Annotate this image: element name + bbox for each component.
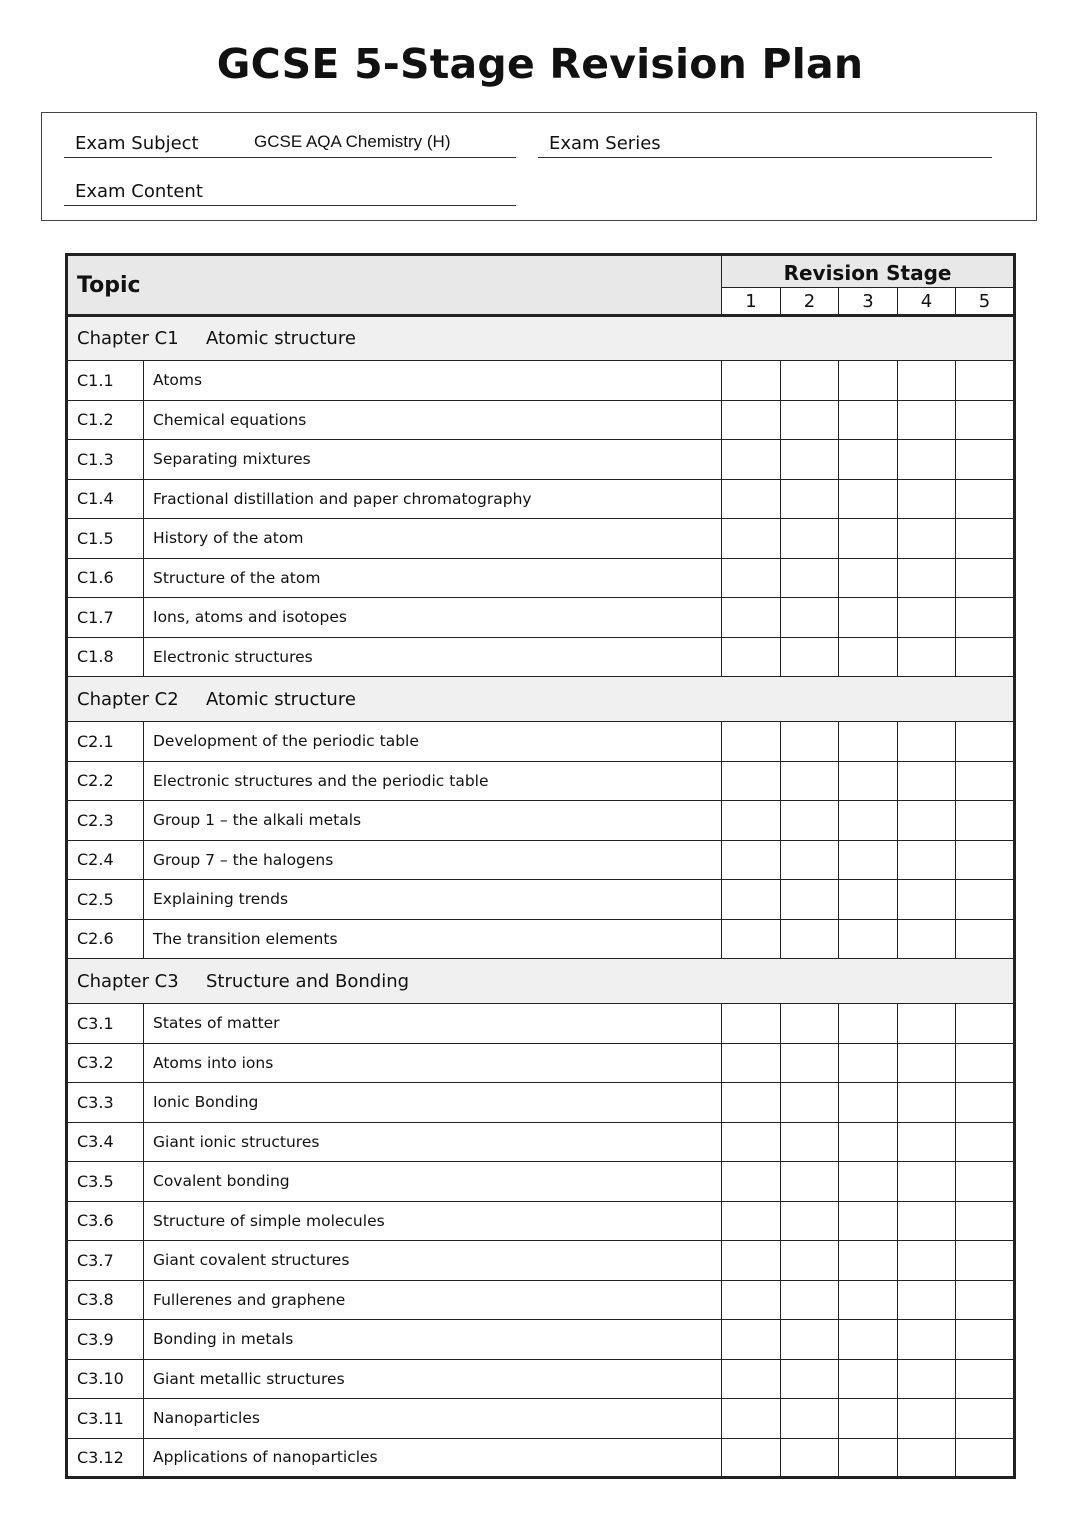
stage-checkbox[interactable] xyxy=(781,761,839,801)
stage-checkbox[interactable] xyxy=(722,1280,781,1320)
table-row xyxy=(67,1083,1015,1123)
table-row xyxy=(67,880,1015,920)
table-row xyxy=(67,1241,1015,1281)
stage-checkbox[interactable] xyxy=(722,1201,781,1241)
topic-name: Covalent bonding xyxy=(144,1162,722,1202)
stage-checkbox[interactable] xyxy=(839,1280,898,1320)
chapter-name: Atomic structure xyxy=(206,688,356,710)
stage-checkbox[interactable] xyxy=(898,361,956,401)
stage-checkbox[interactable] xyxy=(898,919,956,959)
stage-checkbox[interactable] xyxy=(839,840,898,880)
stage-checkbox[interactable] xyxy=(839,1004,898,1044)
stage-checkbox[interactable] xyxy=(781,880,839,920)
chapter-name: Structure and Bonding xyxy=(206,970,410,992)
stage-checkbox[interactable] xyxy=(722,361,781,401)
stage-checkbox[interactable] xyxy=(722,1438,781,1478)
topic-code: C3.4 xyxy=(67,1122,144,1162)
stage-checkbox[interactable] xyxy=(898,722,956,762)
stage-checkbox[interactable] xyxy=(898,519,956,559)
stage-checkbox[interactable] xyxy=(781,1083,839,1123)
stage-checkbox[interactable] xyxy=(956,722,1015,762)
stage-checkbox[interactable] xyxy=(722,1004,781,1044)
stage-checkbox[interactable] xyxy=(722,440,781,480)
chapter-row xyxy=(67,677,1015,722)
topic-code: C3.5 xyxy=(67,1162,144,1202)
stage-checkbox[interactable] xyxy=(956,1399,1015,1439)
stage-checkbox[interactable] xyxy=(839,598,898,638)
stage-checkbox[interactable] xyxy=(722,722,781,762)
stage-checkbox[interactable] xyxy=(781,440,839,480)
stage-checkbox[interactable] xyxy=(839,1320,898,1360)
chapter-heading xyxy=(67,316,1015,361)
topic-name: States of matter xyxy=(144,1004,722,1044)
topic-code: C1.7 xyxy=(67,598,144,638)
topic-code: C1.2 xyxy=(67,400,144,440)
topic-name: The transition elements xyxy=(144,919,722,959)
stage-checkbox[interactable] xyxy=(898,1083,956,1123)
topic-name: Fullerenes and graphene xyxy=(144,1280,722,1320)
chapter-row xyxy=(67,959,1015,1004)
table-row xyxy=(67,558,1015,598)
topic-header: Topic xyxy=(67,255,722,316)
stage-checkbox[interactable] xyxy=(956,1201,1015,1241)
stage-checkbox[interactable] xyxy=(839,400,898,440)
table-row xyxy=(67,1122,1015,1162)
table-row xyxy=(67,400,1015,440)
table-row xyxy=(67,761,1015,801)
stage-checkbox[interactable] xyxy=(722,558,781,598)
exam-content-field[interactable] xyxy=(64,178,516,206)
stage-checkbox[interactable] xyxy=(956,519,1015,559)
stage-checkbox[interactable] xyxy=(781,722,839,762)
stage-checkbox[interactable] xyxy=(781,558,839,598)
stage-checkbox[interactable] xyxy=(898,840,956,880)
stage-checkbox[interactable] xyxy=(781,1162,839,1202)
stage-checkbox[interactable] xyxy=(956,558,1015,598)
stage-checkbox[interactable] xyxy=(781,1359,839,1399)
topic-code: C3.7 xyxy=(67,1241,144,1281)
topic-code: C1.3 xyxy=(67,440,144,480)
topic-code: C2.5 xyxy=(67,880,144,920)
topic-code: C1.1 xyxy=(67,361,144,401)
stage-checkbox[interactable] xyxy=(898,1162,956,1202)
stage-checkbox[interactable] xyxy=(722,919,781,959)
stage-checkbox[interactable] xyxy=(839,479,898,519)
stage-checkbox[interactable] xyxy=(898,400,956,440)
stage-checkbox[interactable] xyxy=(781,1320,839,1360)
exam-subject-field[interactable] xyxy=(64,130,516,158)
stage-checkbox[interactable] xyxy=(839,558,898,598)
stage-checkbox[interactable] xyxy=(722,519,781,559)
topic-name: Ions, atoms and isotopes xyxy=(144,598,722,638)
stage-checkbox[interactable] xyxy=(781,361,839,401)
table-row xyxy=(67,519,1015,559)
table-row xyxy=(67,440,1015,480)
stage-checkbox[interactable] xyxy=(956,598,1015,638)
topic-code: C2.1 xyxy=(67,722,144,762)
stage-checkbox[interactable] xyxy=(956,1083,1015,1123)
stage-checkbox[interactable] xyxy=(898,558,956,598)
stage-checkbox[interactable] xyxy=(956,479,1015,519)
stage-checkbox[interactable] xyxy=(898,1241,956,1281)
stage-checkbox[interactable] xyxy=(839,1359,898,1399)
stage-checkbox[interactable] xyxy=(781,919,839,959)
topic-name: Electronic structures and the periodic table xyxy=(144,761,722,801)
table-row xyxy=(67,1438,1015,1478)
topic-code: C3.1 xyxy=(67,1004,144,1044)
topic-name: Nanoparticles xyxy=(144,1399,722,1439)
stage-checkbox[interactable] xyxy=(839,519,898,559)
stage-checkbox[interactable] xyxy=(956,1359,1015,1399)
chapter-name: Atomic structure xyxy=(206,328,356,349)
stage-checkbox[interactable] xyxy=(956,361,1015,401)
stage-checkbox[interactable] xyxy=(956,801,1015,841)
stage-checkbox[interactable] xyxy=(956,880,1015,920)
stage-checkbox[interactable] xyxy=(839,919,898,959)
topic-name: Electronic structures xyxy=(144,637,722,677)
stage-checkbox[interactable] xyxy=(781,1399,839,1439)
page-title: GCSE 5-Stage Revision Plan xyxy=(216,40,864,88)
topic-name: History of the atom xyxy=(144,519,722,559)
topic-code: C1.4 xyxy=(67,479,144,519)
stage-checkbox[interactable] xyxy=(781,1438,839,1478)
stage-checkbox[interactable] xyxy=(898,1122,956,1162)
stage-checkbox[interactable] xyxy=(781,598,839,638)
stage-checkbox[interactable] xyxy=(839,722,898,762)
chapter-code: Chapter C3 xyxy=(77,970,179,992)
topic-name: Bonding in metals xyxy=(144,1320,722,1360)
stage-checkbox[interactable] xyxy=(839,1162,898,1202)
topic-code: C1.8 xyxy=(67,637,144,677)
stage-checkbox[interactable] xyxy=(898,1320,956,1360)
topic-code: C3.2 xyxy=(67,1043,144,1083)
chapter-heading xyxy=(67,677,1015,722)
topic-name: Structure of the atom xyxy=(144,558,722,598)
stage-checkbox[interactable] xyxy=(898,880,956,920)
stage-checkbox[interactable] xyxy=(956,1241,1015,1281)
stage-number: 3 xyxy=(839,288,898,316)
stage-checkbox[interactable] xyxy=(839,1122,898,1162)
stage-checkbox[interactable] xyxy=(722,1122,781,1162)
topic-code: C3.3 xyxy=(67,1083,144,1123)
stage-checkbox[interactable] xyxy=(722,840,781,880)
topic-code: C3.9 xyxy=(67,1320,144,1360)
stage-checkbox[interactable] xyxy=(722,1043,781,1083)
topic-name: Group 1 – the alkali metals xyxy=(144,801,722,841)
topic-name: Applications of nanoparticles xyxy=(144,1438,722,1478)
exam-series-label: Exam Series xyxy=(549,133,661,154)
stage-checkbox[interactable] xyxy=(722,1320,781,1360)
stage-checkbox[interactable] xyxy=(898,1004,956,1044)
stage-checkbox[interactable] xyxy=(956,1043,1015,1083)
table-row xyxy=(67,1043,1015,1083)
stage-checkbox[interactable] xyxy=(956,400,1015,440)
stage-checkbox[interactable] xyxy=(956,761,1015,801)
topic-name: Group 7 – the halogens xyxy=(144,840,722,880)
table-row xyxy=(67,598,1015,638)
table-row xyxy=(67,479,1015,519)
topic-name: Giant ionic structures xyxy=(144,1122,722,1162)
stage-checkbox[interactable] xyxy=(956,440,1015,480)
stage-checkbox[interactable] xyxy=(722,761,781,801)
stage-checkbox[interactable] xyxy=(781,519,839,559)
chapter-code: Chapter C2 xyxy=(77,688,179,710)
topic-name: Ionic Bonding xyxy=(144,1083,722,1123)
topic-name: Atoms into ions xyxy=(144,1043,722,1083)
stage-checkbox[interactable] xyxy=(722,400,781,440)
topic-name: Chemical equations xyxy=(144,400,722,440)
revision-plan-table xyxy=(65,253,1016,1479)
table-row xyxy=(67,801,1015,841)
revision-plan-body xyxy=(67,316,1015,1478)
topic-name: Explaining trends xyxy=(144,880,722,920)
chapter-row xyxy=(67,316,1015,361)
stage-checkbox[interactable] xyxy=(898,801,956,841)
stage-checkbox[interactable] xyxy=(839,1083,898,1123)
stage-checkbox[interactable] xyxy=(839,637,898,677)
stage-checkbox[interactable] xyxy=(956,637,1015,677)
stage-checkbox[interactable] xyxy=(781,479,839,519)
stage-number: 5 xyxy=(956,288,1015,316)
stage-checkbox[interactable] xyxy=(722,479,781,519)
stage-checkbox[interactable] xyxy=(722,1241,781,1281)
topic-code: C1.6 xyxy=(67,558,144,598)
stage-checkbox[interactable] xyxy=(839,880,898,920)
stage-checkbox[interactable] xyxy=(722,1399,781,1439)
stage-checkbox[interactable] xyxy=(898,1399,956,1439)
topic-name: Structure of simple molecules xyxy=(144,1201,722,1241)
stage-checkbox[interactable] xyxy=(722,880,781,920)
stage-checkbox[interactable] xyxy=(781,1241,839,1281)
stage-checkbox[interactable] xyxy=(898,761,956,801)
topic-name: Giant covalent structures xyxy=(144,1241,722,1281)
topic-name: Separating mixtures xyxy=(144,440,722,480)
revision-stage-header: Revision Stage xyxy=(722,255,1015,288)
stage-checkbox[interactable] xyxy=(722,1162,781,1202)
topic-code: C3.8 xyxy=(67,1280,144,1320)
table-row xyxy=(67,1359,1015,1399)
stage-checkbox[interactable] xyxy=(722,598,781,638)
exam-subject-value: GCSE AQA Chemistry (H) xyxy=(254,132,451,151)
stage-checkbox[interactable] xyxy=(839,440,898,480)
table-row xyxy=(67,1201,1015,1241)
stage-checkbox[interactable] xyxy=(898,598,956,638)
stage-checkbox[interactable] xyxy=(956,1162,1015,1202)
stage-checkbox[interactable] xyxy=(898,1280,956,1320)
chapter-heading xyxy=(67,959,1015,1004)
topic-code: C3.10 xyxy=(67,1359,144,1399)
topic-name: Fractional distillation and paper chromatography xyxy=(144,479,722,519)
topic-code: C2.6 xyxy=(67,919,144,959)
stage-checkbox[interactable] xyxy=(956,1438,1015,1478)
topic-name: Development of the periodic table xyxy=(144,722,722,762)
topic-code: C2.2 xyxy=(67,761,144,801)
exam-content-label: Exam Content xyxy=(75,181,203,202)
stage-checkbox[interactable] xyxy=(956,1320,1015,1360)
stage-number: 2 xyxy=(781,288,839,316)
stage-checkbox[interactable] xyxy=(781,840,839,880)
chapter-code: Chapter C1 xyxy=(77,328,179,349)
stage-checkbox[interactable] xyxy=(898,1201,956,1241)
stage-checkbox[interactable] xyxy=(898,637,956,677)
stage-checkbox[interactable] xyxy=(781,1004,839,1044)
stage-checkbox[interactable] xyxy=(839,1438,898,1478)
stage-checkbox[interactable] xyxy=(781,400,839,440)
table-row xyxy=(67,1004,1015,1044)
table-row xyxy=(67,361,1015,401)
stage-number: 4 xyxy=(898,288,956,316)
stage-checkbox[interactable] xyxy=(956,1280,1015,1320)
stage-checkbox[interactable] xyxy=(722,1359,781,1399)
topic-name: Giant metallic structures xyxy=(144,1359,722,1399)
topic-name: Atoms xyxy=(144,361,722,401)
exam-info-box xyxy=(41,112,1037,221)
stage-checkbox[interactable] xyxy=(722,637,781,677)
stage-checkbox[interactable] xyxy=(839,1201,898,1241)
stage-checkbox[interactable] xyxy=(898,1438,956,1478)
table-row xyxy=(67,919,1015,959)
stage-checkbox[interactable] xyxy=(839,361,898,401)
stage-checkbox[interactable] xyxy=(839,1399,898,1439)
stage-checkbox[interactable] xyxy=(781,1043,839,1083)
stage-checkbox[interactable] xyxy=(898,1043,956,1083)
stage-checkbox[interactable] xyxy=(898,479,956,519)
table-row xyxy=(67,1399,1015,1439)
stage-checkbox[interactable] xyxy=(781,1280,839,1320)
stage-checkbox[interactable] xyxy=(839,761,898,801)
exam-series-field[interactable] xyxy=(538,130,992,158)
table-row xyxy=(67,637,1015,677)
topic-code: C3.6 xyxy=(67,1201,144,1241)
stage-checkbox[interactable] xyxy=(722,1083,781,1123)
topic-code: C3.12 xyxy=(67,1438,144,1478)
stage-number: 1 xyxy=(722,288,781,316)
topic-code: C2.3 xyxy=(67,801,144,841)
table-row xyxy=(67,722,1015,762)
stage-checkbox[interactable] xyxy=(956,840,1015,880)
stage-checkbox[interactable] xyxy=(898,440,956,480)
stage-checkbox[interactable] xyxy=(781,637,839,677)
stage-checkbox[interactable] xyxy=(839,1241,898,1281)
topic-code: C3.11 xyxy=(67,1399,144,1439)
stage-checkbox[interactable] xyxy=(781,1122,839,1162)
stage-checkbox[interactable] xyxy=(956,919,1015,959)
table-row xyxy=(67,1320,1015,1360)
stage-checkbox[interactable] xyxy=(956,1004,1015,1044)
stage-checkbox[interactable] xyxy=(781,801,839,841)
table-row xyxy=(67,1280,1015,1320)
topic-code: C2.4 xyxy=(67,840,144,880)
stage-checkbox[interactable] xyxy=(722,801,781,841)
table-row xyxy=(67,840,1015,880)
table-row xyxy=(67,1162,1015,1202)
stage-checkbox[interactable] xyxy=(956,1122,1015,1162)
stage-checkbox[interactable] xyxy=(839,1043,898,1083)
exam-subject-label: Exam Subject xyxy=(75,133,199,154)
topic-code: C1.5 xyxy=(67,519,144,559)
stage-checkbox[interactable] xyxy=(781,1201,839,1241)
stage-checkbox[interactable] xyxy=(839,801,898,841)
stage-checkbox[interactable] xyxy=(898,1359,956,1399)
